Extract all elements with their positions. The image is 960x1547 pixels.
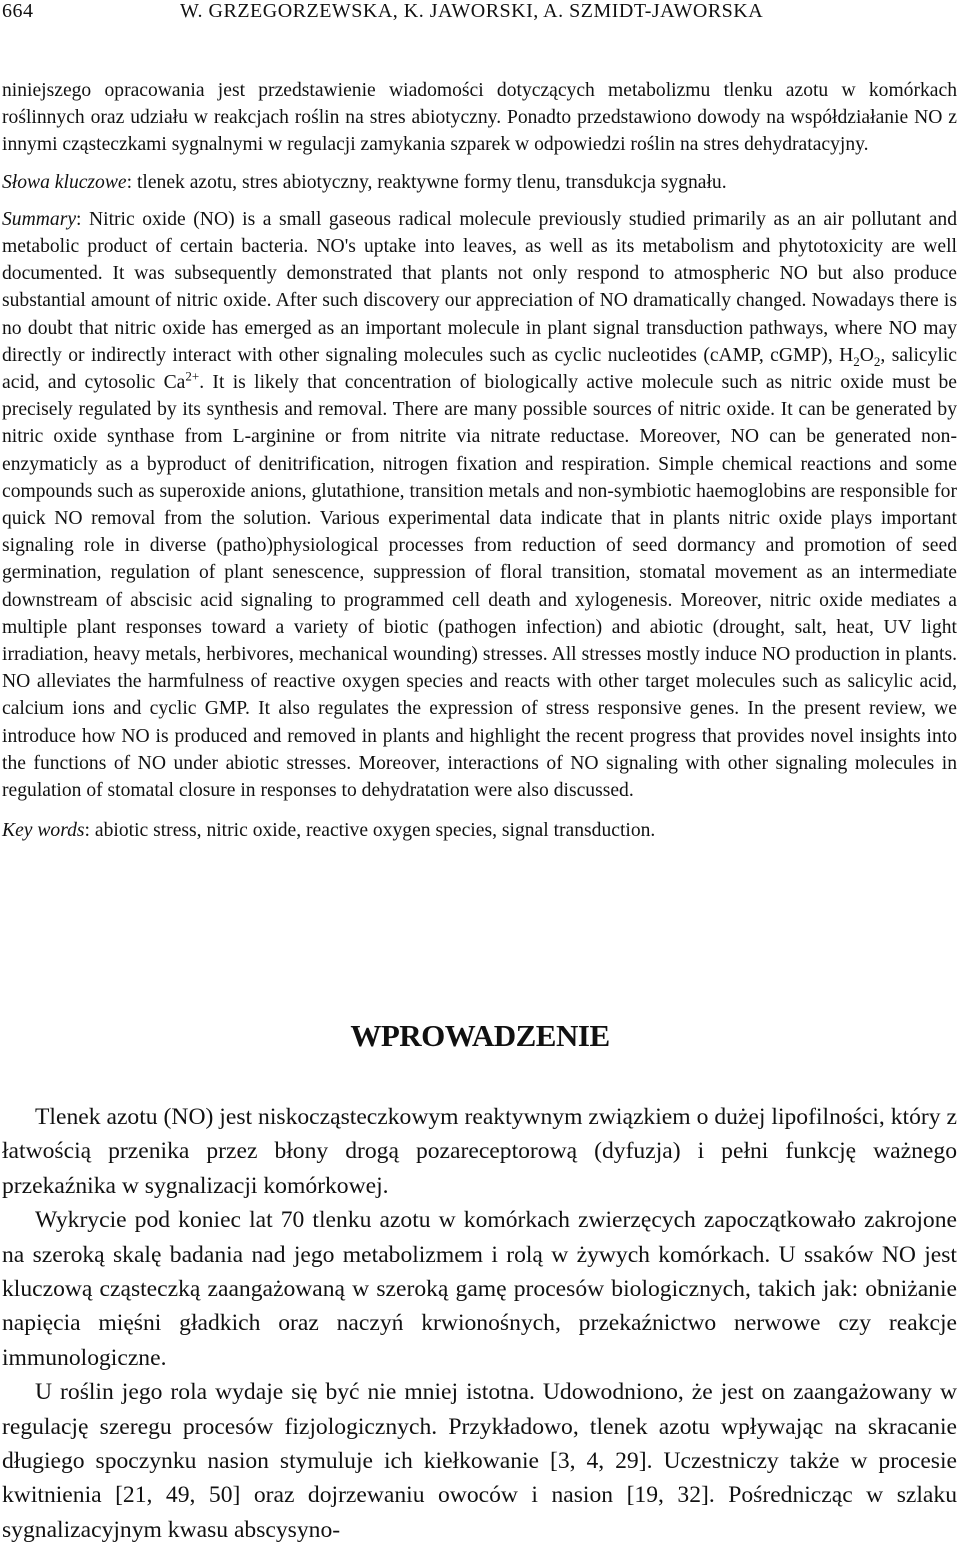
keywords-english-text: : abiotic stress, nitric oxide, reactive oxygen species, signal transduction.	[84, 820, 656, 842]
abstract-polish: niniejszego opracowania jest przedstawienie wiadomości dotyczących metabolizmu tlenku azotu w komórkach roślinnych oraz udziału w reakcjach roślin na stres abiotyczny. Ponadto przedstawiono dowody na współdziałanie NO z innymi cząsteczkami sygnalnymi w regulacji zamykania szparek w odpowiedzi roślin na stres dehydratacyjny.	[2, 80, 957, 156]
summary-english	[2, 206, 957, 804]
subscript: 2	[873, 353, 881, 369]
subscript: 2	[853, 353, 860, 369]
body-paragraph: U roślin jego rola wydaje się być nie mniej istotna. Udowodniono, że jest on zaangażowany w regulację szeregu procesów fizjologicznych. Przykładowo, tlenek azotu wpływając na skracanie długiego spoczynku nasion stymuluje ich kiełkowanie [3, 4, 29]. Uczestniczy także w procesie kwitnienia [21, 49, 50] oraz dojrzewaniu owoców i nasion [19, 32]. Pośrednicząc w szlaku sygnalizacyjnym kwasu abscysyno-	[2, 1379, 957, 1543]
keywords-polish-text: : tlenek azotu, stres abiotyczny, reaktywne formy tlenu, transdukcja sygnału.	[126, 171, 727, 193]
summary-text-part: , salicylic acid, and cytosolic Ca	[2, 344, 957, 394]
abstract-block	[2, 77, 957, 844]
body-paragraph: Wykrycie pod koniec lat 70 tlenku azotu w komórkach zwierzęcych zapoczątkowało zakrojone na szeroką skalę badania nad jego metabolizmem i rolą w żywych komórkach. U ssaków NO jest kluczową cząsteczką zaangażowaną w szeroką gamę procesów biologicznych, takich jak: obniżanie napięcia mięśni gładkich oraz naczyń krwionośnych, przekaźnictwo nerwowe czy reakcje immunologiczne.	[2, 1207, 957, 1371]
summary-text-part: . It is likely that concentration of biologically active molecule such as nitric oxide must be precisely regulated by its synthesis and removal. There are many possible sources of nitric oxide. It can be generated by nitric oxide synthase from L-arginine or from nitrite via nitrate reductase. Moreover, NO can be generated non-enzymaticly as a byproduct of denitrification, nitrogen fixation and respiration. Simple chemical reactions and some compounds such as superoxide anions, glutathione, transition metals and non-symbiotic haemoglobins are responsible for quick NO removal from the solution. Various experimental data indicate that in plants nitric oxide plays important signaling role in diverse (patho)physiological processes from reduction of seed dormancy and promotion of seed germination, regulation of plant senescence, suppression of floral transition, stomatal movement as an intermediate downstream of abscisic acid signaling to programmed cell death and xylogenesis. Moreover, nitric oxide mediates a multiple plant responses toward a variety of biotic (pathogen infection) and abiotic (drought, salt, heat, UV light irradiation, heavy metals, herbivores, mechanical wounding) stresses. All stresses mostly induce NO production in plants. NO alleviates the harmfulness of reactive oxygen species and reacts with other target molecules such as salicylic acid, calcium ions and cyclic GMP. It also regulates the expression of stress responsive genes. In the present review, we introduce how NO is produced and removed in plants and highlight the recent progress that provides novel insights into the functions of NO under abiotic stresses. Moreover, interactions of NO signaling with other signaling molecules in regulation of stomatal closure in responses to dehydratation were also discussed.	[2, 372, 958, 802]
running-head-authors: W. GRZEGORZEWSKA, K. JAWORSKI, A. SZMIDT-JAWORSKA	[180, 0, 764, 22]
keywords-english-label: Key words	[2, 820, 85, 842]
keywords-english	[2, 817, 957, 844]
running-head	[0, 0, 960, 30]
section-body	[2, 1100, 957, 1547]
keywords-polish	[2, 169, 957, 196]
superscript: 2+	[185, 368, 200, 384]
summary-text-part: : Nitric oxide (NO) is a small gaseous radical molecule previously studied primarily as an air pollutant and metabolic product of certain bacteria. NO's uptake into leaves, as well as its metabolism and phytotoxicity are well documented. It was subsequently demonstrated that plants not only respond to atmospheric NO but also produce substantial amount of nitric oxide. After such discovery our appreciation of NO dramatically changed. Nowadays there is no doubt that nitric oxide has emerged as an important molecule in plant signal transduction pathways, where NO may directly or indirectly interact with other signaling molecules such as cyclic nucleotides (cAMP, cGMP), H	[2, 208, 957, 366]
page-number: 664	[2, 0, 34, 22]
keywords-polish-label: Słowa kluczowe	[2, 171, 127, 193]
body-paragraph: Tlenek azotu (NO) jest niskocząsteczkowym reaktywnym związkiem o dużej lipofilności, który z łatwością przenika przez błony drogą pozareceptorową (dyfuzja) i pełni funkcję ważnego przekaźnika w sygnalizacji komórkowej.	[2, 1104, 957, 1199]
summary-label: Summary	[2, 208, 77, 230]
section-heading: WPROWADZENIE	[350, 1018, 610, 1053]
summary-text-part: O	[859, 344, 874, 366]
